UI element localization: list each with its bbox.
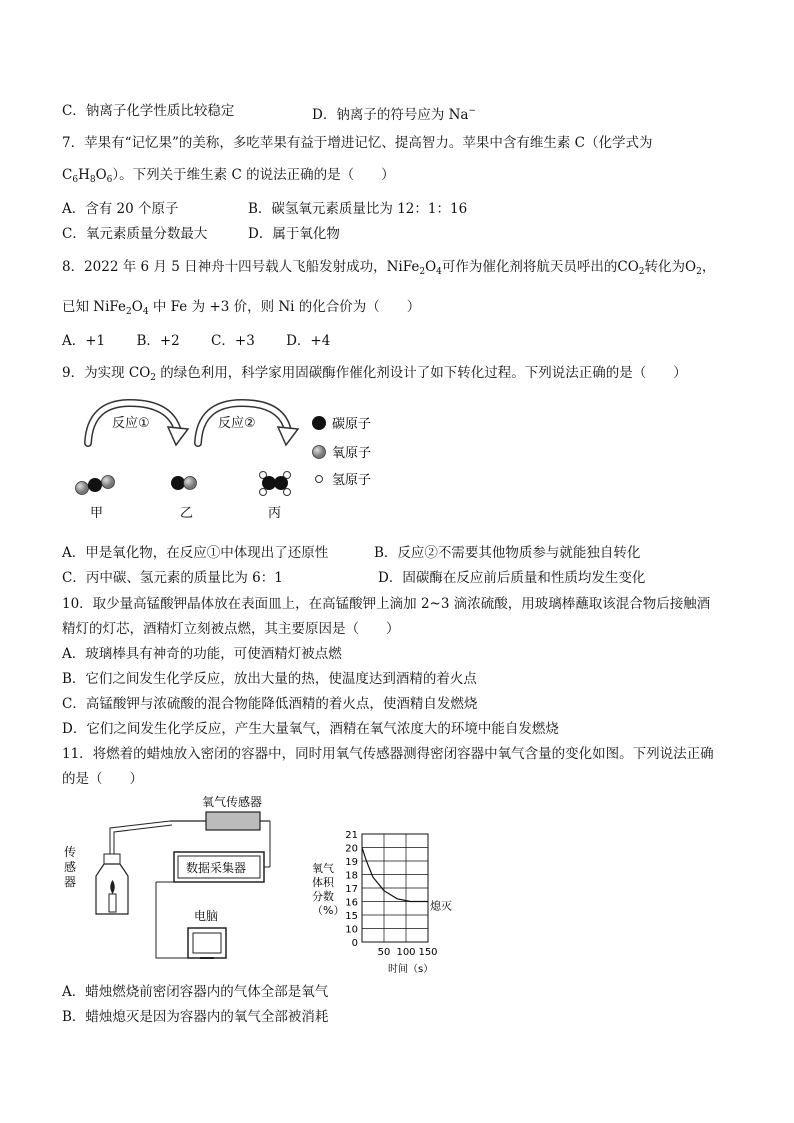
q8-stem-line2: 已知 $NiFe_2O_4$ 中 Fe 为 +3 价，则 Ni 的化合价为（ ） bbox=[62, 299, 421, 317]
oxygen-atom-icon bbox=[76, 482, 89, 495]
ylabel-1: 氧气 bbox=[312, 862, 334, 875]
q9-option-c: C．丙中碳、氢元素的质量比为 6：1 bbox=[62, 570, 283, 586]
side-label-1: 传 bbox=[64, 845, 77, 859]
reaction2-label: 反应② bbox=[218, 416, 256, 431]
label-yi: 乙 bbox=[180, 506, 194, 521]
q9-option-d: D．固碳酶在反应前后质量和性质均发生变化 bbox=[378, 570, 646, 586]
q10-option-c: C．高锰酸钾与浓硫酸的混合物能降低酒精的着火点，使酒精自发燃烧 bbox=[62, 696, 478, 712]
ylabel-2: 体积 bbox=[312, 876, 334, 889]
y-tick-label: 19 bbox=[345, 857, 358, 868]
q8-options: A．+1 B．+2 C．+3 D．+4 bbox=[62, 333, 331, 349]
y-tick-label: 10 bbox=[345, 924, 358, 936]
q10-stem-line2: 精灯的灯芯，酒精灯立刻被点燃，其主要原因是（ ） bbox=[62, 621, 400, 637]
legend-oxygen-label: 氧原子 bbox=[332, 446, 372, 461]
q7-option-b: B．碳氢氧元素质量比为 12：1：16 bbox=[248, 201, 468, 217]
x-tick-label: 50 bbox=[377, 947, 391, 958]
q11-option-b: B．蜡烛熄灭是因为容器内的氧气全部被消耗 bbox=[62, 1009, 329, 1025]
q7-option-a: A．含有 20 个原子 bbox=[62, 201, 179, 217]
side-label-3: 器 bbox=[64, 875, 77, 889]
q8-stem-line1: 8．2022 年 6 月 5 日神舟十四号载人飞船发射成功，$NiFe_2O_4$可作为催化剂将航天员呼出的$CO_2$转化为$O_2$， bbox=[62, 259, 716, 277]
q10-option-d: D．它们之间发生化学反应，产生大量氧气，酒精在氧气浓度大的环境中能自发燃烧 bbox=[62, 721, 559, 737]
xlabel: 时间（s） bbox=[388, 964, 434, 975]
q10-option-b: B．它们之间发生化学反应，放出大量的热，使温度达到酒精的着火点 bbox=[62, 671, 477, 687]
y-tick-label: 0 bbox=[351, 938, 358, 949]
q7-stem-line1: 7．苹果有“记忆果”的美称，多吃苹果有益于增进记忆、提高智力。苹果中含有维生素 C（化学式为 bbox=[62, 135, 653, 151]
q11-stem-line1: 11．将燃着的蜡烛放入密闭的容器中，同时用氧气传感器测得密闭容器中氧气含量的变化如图。下列说法正确 bbox=[62, 746, 714, 762]
q6-option-c: C．钠离子化学性质比较稳定 bbox=[62, 103, 235, 119]
q6-option-d: D．钠离子的符号应为 Na− bbox=[312, 106, 477, 123]
carbon-atom-icon bbox=[171, 476, 185, 490]
legend-oxygen-icon bbox=[313, 446, 326, 459]
oxygen-atom-icon bbox=[102, 476, 115, 489]
q9-reaction-diagram bbox=[60, 395, 400, 525]
q11-apparatus-diagram bbox=[60, 790, 310, 975]
q7-option-c: C．氧元素质量分数最大 bbox=[62, 226, 208, 242]
y-tick-label: 16 bbox=[345, 897, 358, 909]
oxygen-sensor-icon bbox=[206, 812, 260, 830]
reaction1-label: 反应① bbox=[112, 416, 150, 431]
y-tick-label: 21 bbox=[345, 830, 358, 841]
side-label-2: 感 bbox=[64, 860, 77, 874]
candle-icon bbox=[109, 894, 116, 912]
ylabel-4: （%） bbox=[312, 904, 345, 917]
q9-option-a: A．甲是氧化物，在反应①中体现出了还原性 bbox=[62, 545, 329, 561]
carbon-atom-icon bbox=[274, 476, 288, 490]
legend-carbon-label: 碳原子 bbox=[332, 417, 372, 432]
y-tick-label: 20 bbox=[345, 843, 358, 855]
label-bing: 丙 bbox=[268, 506, 282, 521]
q11-option-a: A．蜡烛燃烧前密闭容器内的气体全部是氧气 bbox=[62, 984, 329, 1000]
carbon-atom-icon bbox=[262, 476, 276, 490]
q9-option-b: B．反应②不需要其他物质参与就能独自转化 bbox=[374, 545, 641, 561]
legend-hydrogen-icon bbox=[316, 476, 323, 483]
annotation-label: 熄灭 bbox=[430, 899, 452, 913]
computer-label: 电脑 bbox=[194, 909, 219, 923]
oxygen-atom-icon bbox=[184, 477, 197, 490]
q7-formula: $C_6H_8O_6$ bbox=[62, 167, 113, 185]
oxygen-chart bbox=[306, 826, 456, 976]
x-tick-label: 100 bbox=[396, 947, 416, 958]
x-tick-label: 150 bbox=[418, 947, 438, 958]
q11-stem-line2: 的是（ ） bbox=[62, 771, 143, 787]
carbon-atom-icon bbox=[88, 478, 102, 492]
q7-stem-line2: $C_6H_8O_6$）。下列关于维生素 C 的说法正确的是（ ） bbox=[62, 167, 395, 185]
ylabel-3: 分数 bbox=[312, 890, 334, 903]
y-tick-label: 15 bbox=[345, 911, 358, 922]
data-collector-label: 数据采集器 bbox=[186, 861, 247, 875]
legend-hydrogen-label: 氢原子 bbox=[332, 473, 372, 488]
q7-option-d: D．属于氧化物 bbox=[248, 226, 340, 242]
q9-stem: 9．为实现 $CO_2$ 的绿色利用，科学家用固碳酶作催化剂设计了如下转化过程。下列说法正确的是（ ） bbox=[62, 365, 687, 383]
y-tick-label: 17 bbox=[345, 884, 358, 895]
q10-stem-line1: 10．取少量高锰酸钾晶体放在表面皿上，在高锰酸钾上滴加 2~3 滴浓硫酸，用玻璃棒蘸取该混合物后接触酒 bbox=[62, 596, 711, 612]
q10-option-a: A．玻璃棒具有神奇的功能，可使酒精灯被点燃 bbox=[62, 646, 342, 662]
y-tick-label: 18 bbox=[345, 870, 358, 882]
legend-carbon-icon bbox=[312, 416, 326, 430]
label-jia: 甲 bbox=[90, 506, 104, 521]
oxygen-sensor-label: 氧气传感器 bbox=[202, 795, 263, 809]
